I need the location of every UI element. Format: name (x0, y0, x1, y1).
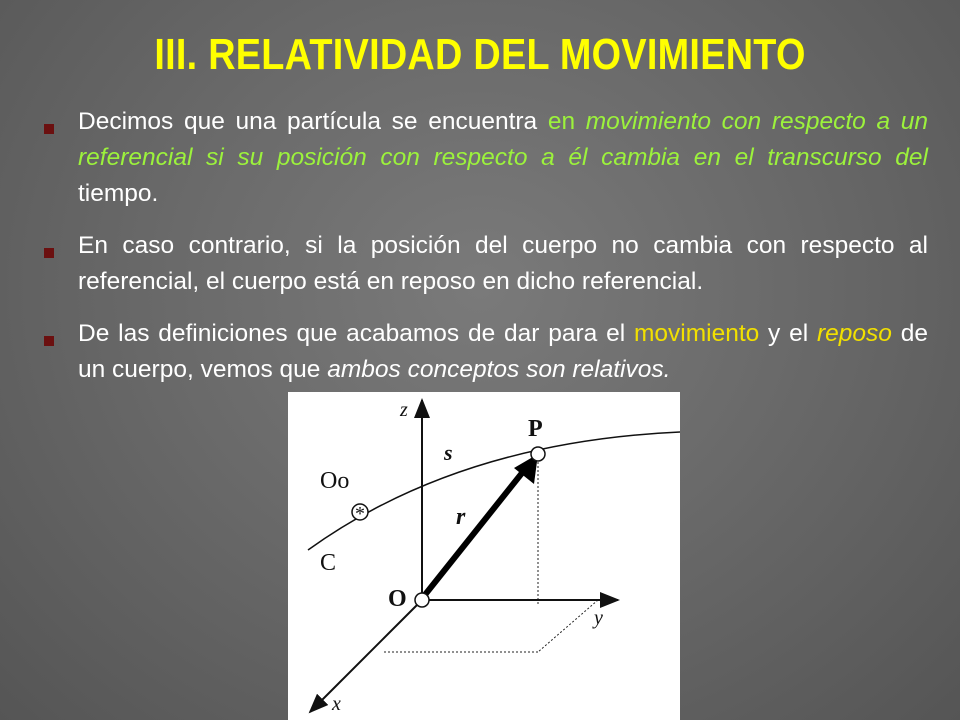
label-y: y (594, 607, 603, 629)
bullet-item-1 (40, 104, 928, 212)
bullet-text-3 (78, 316, 928, 388)
bullet-list (40, 104, 928, 404)
text-run: tiempo. (78, 180, 159, 207)
bullet-text-2: En caso contrario, si la posición del cuerpo no cambia con respecto al referencial, el cuerpo está en reposo en dicho referencial. (78, 232, 928, 295)
label-O: O (388, 586, 407, 612)
bullet-square-icon (44, 248, 54, 258)
projection-line-diag (538, 600, 598, 652)
label-C: C (320, 550, 337, 576)
trajectory-curve (308, 432, 680, 550)
text-run: y el (759, 320, 817, 347)
label-r: r (456, 504, 466, 530)
text-run-yellow: movimiento (633, 320, 760, 347)
label-Oo: Oo (320, 468, 350, 494)
text-run-green-italic: movimiento con respecto a un referencial si su posición con respecto a él cambia en el transcurso del (78, 108, 928, 171)
label-s: s (444, 440, 453, 465)
text-run: de un cuerpo, vemos que (78, 320, 928, 383)
x-axis (310, 600, 422, 712)
bullet-item-3 (40, 316, 928, 388)
bullet-text-1 (78, 104, 928, 212)
reference-frame-figure (288, 392, 680, 720)
text-run: De las definiciones que acabamos de dar para el (78, 320, 634, 347)
label-z: z (400, 399, 408, 421)
label-P: P (528, 416, 543, 442)
star-marker: * (355, 503, 365, 525)
bullet-item-2 (40, 228, 928, 300)
text-run-yellow-italic: reposo (817, 320, 892, 347)
reference-frame-diagram (288, 392, 680, 720)
label-x: x (332, 693, 341, 715)
text-run-green: en (547, 108, 586, 135)
point-O (415, 593, 429, 607)
bullet-square-icon (44, 336, 54, 346)
text-run-italic: ambos conceptos son relativos. (327, 356, 671, 383)
text-run: Decimos que una partícula se encuentra (78, 108, 548, 135)
slide-title: III. RELATIVIDAD DEL MOVIMIENTO (154, 30, 806, 79)
position-vector-r (424, 468, 526, 596)
point-P (531, 447, 545, 461)
bullet-square-icon (44, 124, 54, 134)
